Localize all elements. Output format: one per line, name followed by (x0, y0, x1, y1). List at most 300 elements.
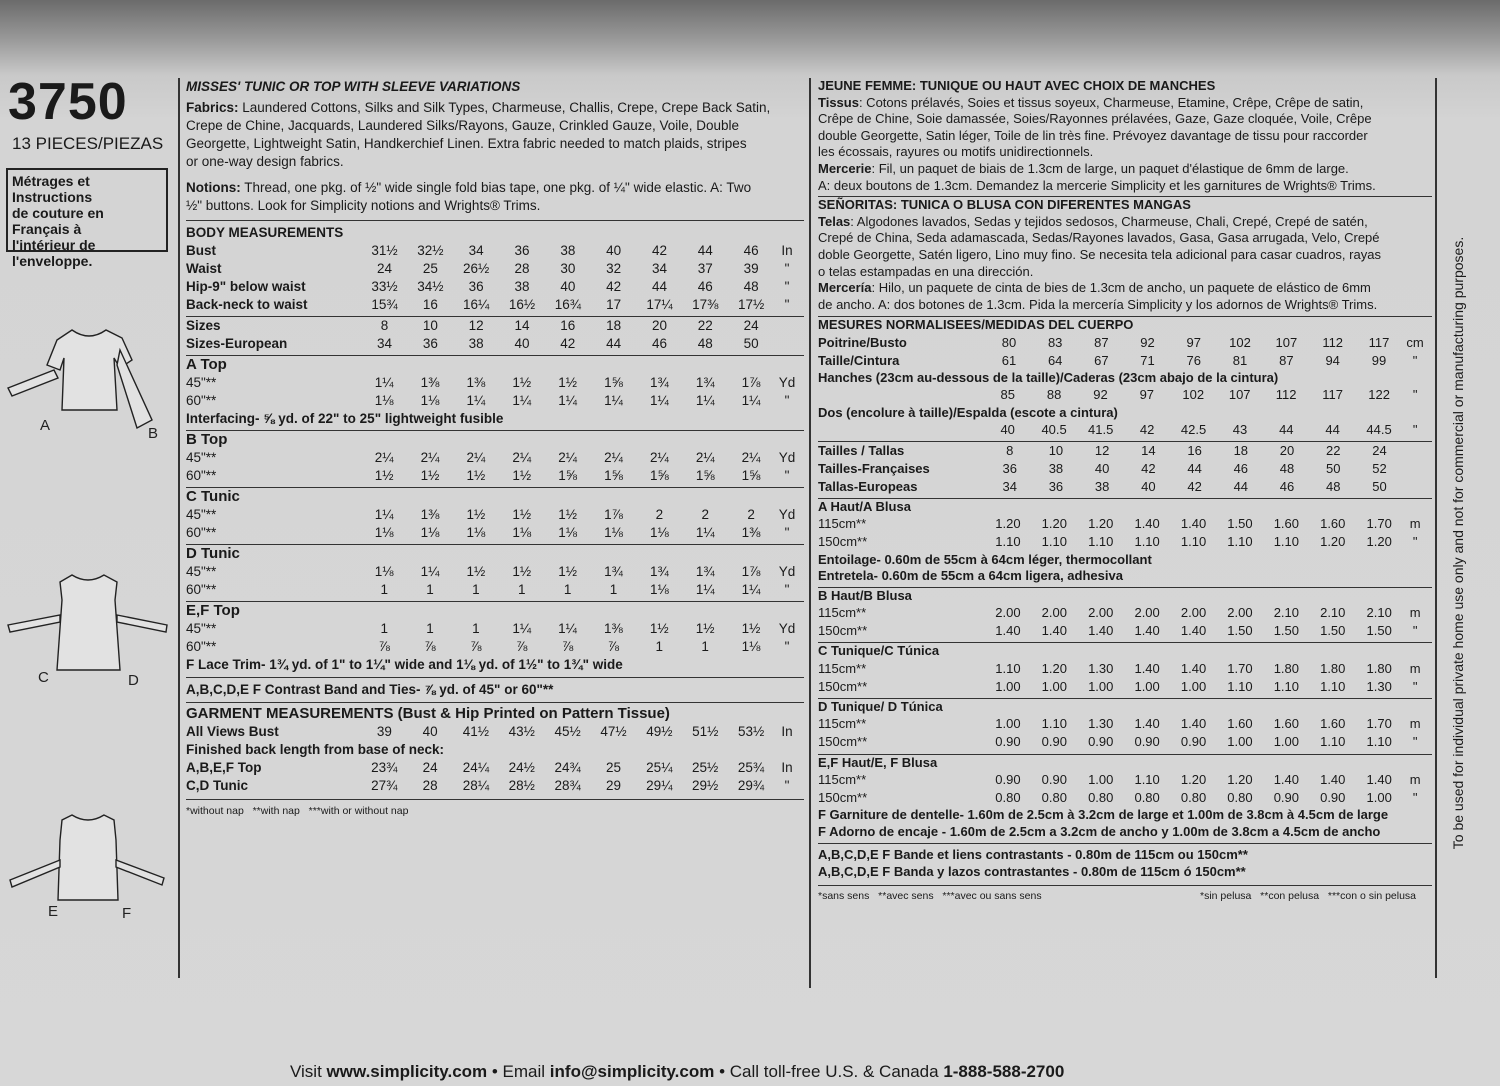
row-label: 60"** (186, 639, 217, 654)
value-cell: 25 (605, 760, 621, 775)
value-cell: 36 (422, 336, 438, 351)
tissus-line: Crêpe de Chine, Soie damassée, Soies/Rayonnes prélavées, Gaze, Gaze cloquée, Voile, Crêpe (818, 111, 1372, 127)
view-title: B Haut/B Blusa (818, 587, 912, 603)
value-cell: 1⅝ (604, 375, 623, 390)
value-cell: 1.10 (1180, 534, 1207, 550)
value-cell: 1.10 (1273, 534, 1299, 550)
value-cell: 17 (606, 297, 622, 312)
table-row (818, 771, 1428, 789)
value-cell: 29 (605, 778, 621, 793)
value-cell: 88 (1046, 387, 1062, 403)
value-cell: 1½ (512, 507, 532, 522)
value-cell: 1.40 (1134, 623, 1160, 639)
unit-cell: In (781, 760, 793, 775)
value-cell: 1.40 (1180, 516, 1207, 532)
value-cell: 2¼ (649, 450, 669, 465)
table-row (818, 678, 1428, 696)
value-cell: 1.50 (1320, 623, 1346, 639)
value-cell: 28 (514, 261, 530, 276)
value-cell: 1½ (466, 564, 486, 579)
table-row (186, 723, 800, 741)
row-label: 45"** (186, 507, 217, 522)
tie-a-drawing (8, 370, 58, 396)
unit-cell (1403, 478, 1428, 496)
value-cell: 1½ (649, 621, 669, 636)
yardage-note: F Lace Trim- 1¾ yd. of 1" to 1¼" wide and 1⅛ yd. of 1½" to 1¾" wide (186, 657, 623, 672)
value-cell: 0.80 (1180, 789, 1207, 805)
french-instructions-box (6, 168, 168, 269)
body-measurements-title: BODY MEASUREMENTS (186, 220, 804, 242)
unit-cell (774, 335, 800, 353)
mercerie-label: Mercerie (818, 160, 872, 176)
value-cell: 20 (651, 318, 667, 333)
metrage-note: F Adorno de encaje - 1.60m de 2.5cm a 3.2cm de ancho y 1.00m de 3.8cm a 4.5cm de ancho (818, 823, 1381, 839)
unit-cell: Yd (778, 507, 796, 522)
tailles-rows (818, 442, 1428, 496)
mercerie-line: A: deux boutons de 1.3cm. Demandez la mercerie Simplicity et les garnitures de Wrights® Trims. (818, 177, 1376, 193)
value-cell: 1⅛ (649, 525, 669, 540)
footer-email-label: • Email (487, 1062, 550, 1081)
value-cell: 1½ (374, 468, 394, 483)
value-cell: 1.40 (1134, 516, 1160, 532)
website-link[interactable]: www.simplicity.com (326, 1062, 488, 1081)
hanches-row (818, 387, 1428, 405)
value-cell: 80 (1001, 334, 1017, 350)
value-cell: 36 (1048, 478, 1064, 494)
table-row (186, 242, 800, 260)
telas-line: o telas estampadas en una dirección. (818, 263, 1034, 279)
unit-cell: " (1412, 734, 1418, 750)
value-cell: 18 (1233, 442, 1249, 458)
value-cell: 46 (1279, 478, 1295, 494)
value-cell: 42 (1139, 421, 1155, 437)
value-cell: 1.10 (1088, 534, 1114, 550)
footnote: **con pelusa (1260, 889, 1320, 902)
value-cell: 1⅜ (604, 621, 623, 636)
table-row (186, 524, 800, 542)
row-label: Taille/Cintura (818, 352, 900, 368)
footer-visit: Visit (290, 1062, 327, 1081)
table-row (186, 759, 800, 777)
value-cell: 38 (560, 243, 576, 258)
value-cell: 1½ (512, 468, 532, 483)
row-label: 115cm** (818, 605, 867, 621)
back-length-label: Finished back length from base of neck: (186, 742, 445, 757)
value-cell: 16¾ (554, 297, 581, 312)
value-cell: 1.70 (1366, 716, 1392, 732)
tissus-label: Tissus (818, 94, 859, 110)
telas-line: doble Georgette, Satén ligero, Lino muy fino. Se necesita tela adicional para casar cuadros, rayas (818, 246, 1381, 262)
value-cell: 1⅛ (604, 525, 623, 540)
view-title: C Tunique/C Túnica (818, 643, 940, 659)
value-cell: 53½ (737, 724, 765, 739)
value-cell: 1.40 (1273, 771, 1299, 787)
tunic-c-d-drawing (57, 575, 120, 670)
unit-cell: m (1409, 516, 1421, 532)
metrage-block (818, 498, 1432, 585)
value-cell: 0.80 (1041, 789, 1067, 805)
value-cell: 14 (514, 318, 530, 333)
value-cell: 97 (1186, 334, 1201, 350)
value-cell: 102 (1182, 387, 1205, 403)
value-cell: 24¾ (554, 760, 581, 775)
value-cell: 92 (1093, 387, 1108, 403)
footnote: *without nap (186, 805, 244, 817)
value-cell: 28¼ (462, 778, 490, 793)
row-label: Tailles / Tallas (818, 442, 905, 458)
value-cell: 1.40 (1180, 660, 1207, 676)
fabrics-line: Crepe de Chine, Jacquards, Laundered Silks/Rayons, Gauze, Crinkled Gauze, Voile, Double (186, 118, 740, 133)
fabrics-line: Georgette, Lightweight Satin, Handkerchief Linen. Extra fabric needed to match plaids, stripes (186, 136, 747, 151)
unit-cell (1403, 460, 1428, 478)
value-cell: 61 (1001, 352, 1017, 368)
value-cell: 2 (701, 507, 709, 522)
value-cell: 25 (422, 261, 438, 276)
value-cell: 39 (743, 261, 759, 276)
fabrics-label: Fabrics: (186, 100, 239, 115)
value-cell: 0.90 (995, 771, 1021, 787)
metric-rows (818, 334, 1428, 370)
value-cell: ⅞ (561, 639, 574, 654)
french-title: JEUNE FEMME: TUNIQUE OU HAUT AVEC CHOIX DE MANCHES (818, 78, 1216, 93)
footnote: *sans sens (818, 889, 870, 902)
value-cell: 1 (380, 582, 388, 597)
view-title: B Top (186, 431, 228, 448)
row-label: Sizes-European (186, 336, 288, 351)
value-cell: 1 (518, 582, 526, 597)
yardage-rows (186, 620, 800, 656)
unit-cell: " (784, 393, 790, 408)
value-cell: 1.70 (1366, 516, 1392, 532)
value-cell: 16 (560, 318, 576, 333)
value-cell: 1¼ (512, 621, 532, 636)
value-cell: 112 (1275, 387, 1297, 403)
value-cell: 87 (1279, 352, 1294, 368)
unit-cell (774, 317, 800, 335)
value-cell: 17¼ (646, 297, 673, 312)
value-cell: 1.50 (1273, 623, 1299, 639)
value-cell: 2.10 (1320, 605, 1346, 621)
value-cell: 1.10 (1227, 678, 1253, 694)
metric-sizes-table (818, 441, 1432, 496)
contrast-band-fr-es (818, 843, 1432, 880)
value-cell: 8 (380, 318, 389, 333)
value-cell: 10 (422, 318, 438, 333)
value-cell: 102 (1229, 334, 1251, 350)
value-cell: 99 (1371, 352, 1387, 368)
french-box-line: l'enveloppe. (12, 253, 93, 269)
value-cell: 1.20 (1088, 516, 1114, 532)
value-cell: 42 (1187, 478, 1202, 494)
mercerie-line: : Fil, un paquet de biais de 1.3cm de large, un paquet d'élastique de 6mm de large. (871, 160, 1349, 176)
value-cell: 1.80 (1273, 660, 1299, 676)
value-cell: 1 (472, 582, 480, 597)
metric-measurements-title: MESURES NORMALISEES/MEDIDAS DEL CUERPO (818, 316, 1432, 334)
value-cell: 42 (1141, 460, 1156, 476)
metrage-block (818, 754, 1432, 841)
value-cell: 1.10 (1041, 534, 1067, 550)
value-cell: 1.60 (1320, 716, 1346, 732)
value-cell: 92 (1140, 334, 1155, 350)
value-cell: 1¼ (558, 393, 578, 408)
value-cell: 16¼ (463, 297, 490, 312)
value-cell: 67 (1094, 352, 1109, 368)
mercerie-paragraph (818, 161, 1432, 194)
right-column-rule (1435, 78, 1437, 978)
value-cell: 2¼ (741, 450, 761, 465)
unit-cell: Yd (778, 564, 796, 579)
table-row (186, 374, 800, 392)
french-spanish-column (818, 78, 1432, 902)
notions-line: ½" buttons. Look for Simplicity notions and Wrights® Trims. (186, 198, 541, 213)
yardage-rows (186, 506, 800, 542)
value-cell: 1¾ (604, 564, 623, 579)
english-column (186, 78, 804, 820)
value-cell: 64 (1047, 352, 1063, 368)
value-cell: 22 (1326, 442, 1341, 458)
value-cell: 1 (563, 582, 572, 597)
value-cell: 28 (422, 778, 438, 793)
unit-cell: " (784, 261, 790, 276)
table-row (818, 421, 1428, 439)
value-cell: 122 (1368, 387, 1390, 403)
value-cell: 2¼ (374, 450, 394, 465)
value-cell: 1.60 (1227, 716, 1253, 732)
value-cell: 1½ (558, 375, 578, 390)
value-cell: 42 (560, 336, 576, 351)
yardage-block (186, 487, 804, 542)
value-cell: 1¼ (374, 507, 394, 522)
row-label: Hip-9" below waist (186, 279, 306, 294)
value-cell: 107 (1228, 387, 1251, 403)
yardage-section (186, 355, 804, 674)
value-cell: 44 (1325, 421, 1340, 437)
top-e-f-drawing (58, 815, 118, 900)
row-label: 115cm** (818, 771, 867, 787)
value-cell: 1.80 (1320, 660, 1346, 676)
value-cell: 0.90 (1320, 789, 1346, 805)
value-cell: 17½ (738, 297, 765, 312)
table-row (186, 260, 800, 278)
row-label: Bust (186, 243, 216, 258)
body-measurements-rows (186, 242, 800, 314)
value-cell: 1 (426, 582, 434, 597)
value-cell: 1.00 (1366, 789, 1392, 805)
value-cell: 44 (1187, 460, 1202, 476)
value-cell: 1.60 (1273, 716, 1299, 732)
unit-cell: Yd (778, 375, 796, 390)
value-cell: 2¼ (604, 450, 623, 465)
value-cell: 39 (376, 724, 392, 739)
value-cell: 1.10 (1366, 734, 1392, 750)
value-cell: 24 (422, 760, 438, 775)
value-cell: 1.20 (1227, 771, 1253, 787)
value-cell: 1⅛ (374, 393, 394, 408)
unit-cell: m (1409, 716, 1421, 732)
value-cell: 1.40 (1366, 771, 1392, 787)
yardage-note: Interfacing- ⅝ yd. of 22" to 25" lightweight fusible (186, 411, 504, 426)
table-row (186, 563, 800, 581)
value-cell: 71 (1140, 352, 1155, 368)
value-cell: 32 (606, 261, 622, 276)
value-cell: 42 (651, 243, 667, 258)
table-row (186, 449, 800, 467)
row-label: 45"** (186, 621, 217, 636)
table-row (186, 317, 800, 335)
row-label: 150cm** (818, 678, 868, 694)
value-cell: 17⅜ (692, 297, 719, 312)
value-cell: 81 (1232, 352, 1248, 368)
value-cell: 1⅜ (420, 507, 440, 522)
dos-row (818, 421, 1428, 439)
tissus-line: double Georgette, Satin léger, Toile de lin très fine. Prévoyez davantage de tissu pour raccorder (818, 127, 1368, 143)
telas-label: Telas (818, 213, 851, 229)
value-cell: 1⅛ (466, 525, 486, 540)
value-cell: 1.10 (1134, 534, 1160, 550)
value-cell: 0.80 (1134, 789, 1160, 805)
value-cell: 1½ (695, 621, 715, 636)
table-row (818, 660, 1428, 678)
value-cell: 1⅝ (741, 468, 761, 483)
table-row (186, 777, 800, 795)
value-cell: 1½ (420, 468, 440, 483)
phone-number[interactable]: 1-888-588-2700 (943, 1062, 1065, 1081)
unit-cell: " (784, 778, 790, 793)
row-label: Sizes (186, 318, 221, 333)
value-cell: 1.00 (1041, 678, 1067, 694)
unit-cell: m (1409, 660, 1421, 676)
unit-cell: Yd (778, 450, 796, 465)
value-cell: 1.50 (1227, 516, 1253, 532)
value-cell: 12 (1094, 442, 1110, 458)
value-cell: 44 (1279, 421, 1294, 437)
value-cell: 1.40 (1041, 623, 1067, 639)
value-cell: 22 (697, 318, 713, 333)
value-cell: ⅞ (516, 639, 528, 654)
value-cell: 51½ (692, 724, 719, 739)
value-cell: 27¾ (371, 778, 398, 793)
footnotes-es (1200, 888, 1416, 905)
french-box-line: Métrages et Instructions (12, 173, 93, 205)
value-cell: 1.00 (1134, 678, 1160, 694)
value-cell: 40 (1000, 421, 1015, 437)
yardage-block (186, 355, 804, 428)
footnote: **avec sens (878, 889, 934, 902)
usage-restriction-text (1448, 170, 1468, 920)
value-cell: 50 (743, 336, 759, 351)
value-cell: 1⅜ (420, 375, 440, 390)
row-label: C,D Tunic (186, 778, 248, 793)
value-cell: 1¼ (741, 582, 761, 597)
metrage-rows (818, 660, 1428, 696)
value-cell: 76 (1186, 352, 1201, 368)
pieces-count: 13 PIECES/PIEZAS (12, 134, 164, 153)
value-cell: 2.10 (1366, 605, 1392, 621)
view-title: E,F Top (186, 602, 240, 619)
value-cell: 1¾ (695, 375, 715, 390)
footnote: *sin pelusa (1200, 889, 1252, 902)
email-link[interactable]: info@simplicity.com (549, 1062, 715, 1081)
value-cell: 34 (1002, 478, 1017, 494)
tissus-line: : Cotons prélavés, Soies et tissus soyeux, Charmeuse, Etamine, Crêpe, Crêpe de satin, (858, 94, 1364, 110)
garment-measurements-table (186, 723, 804, 795)
unit-cell: " (784, 639, 790, 654)
value-cell: 34 (376, 336, 393, 351)
tissus-paragraph (818, 95, 1432, 161)
value-cell: 83 (1047, 334, 1063, 350)
value-cell: 2¼ (558, 450, 578, 465)
metrage-rows (818, 516, 1428, 552)
value-cell: 43½ (508, 724, 535, 739)
value-cell: 112 (1322, 334, 1344, 350)
value-cell: 2.00 (1134, 605, 1160, 621)
row-label (818, 387, 985, 405)
value-cell: 24 (743, 318, 759, 333)
metrage-rows (818, 604, 1428, 640)
contact-footer (290, 1062, 1064, 1082)
value-cell: 25½ (692, 760, 719, 775)
telas-line: : Algodones lavados, Sedas y tejidos sedosos, Charmeuse, Chali, Crepé, Crepé de satén, (850, 213, 1368, 229)
table-row (818, 460, 1428, 478)
table-row (186, 638, 800, 656)
unit-cell: " (784, 297, 790, 312)
value-cell: 34 (468, 243, 484, 258)
notions-line: Thread, one pkg. of ½" wide single fold bias tape, one pkg. of ¼" wide elastic. A: Two (240, 180, 752, 195)
metrage-rows (818, 771, 1428, 807)
value-cell: 1⅛ (374, 564, 394, 579)
fabrics-line: or one-way design fabrics. (186, 154, 344, 169)
value-cell: 24 (376, 261, 392, 276)
value-cell: 1⅞ (741, 375, 761, 390)
value-cell: 41.5 (1088, 421, 1114, 437)
value-cell: 1 (380, 621, 388, 636)
view-title: D Tunic (186, 545, 240, 562)
value-cell: 43 (1232, 421, 1248, 437)
value-cell: 1⅜ (741, 525, 761, 540)
table-row (818, 622, 1428, 640)
value-cell: 1.20 (1366, 534, 1392, 550)
size-rows (186, 317, 800, 353)
value-cell: 25¾ (737, 760, 765, 775)
value-cell: 36 (514, 243, 530, 258)
value-cell: 1.40 (995, 623, 1021, 639)
value-cell: 8 (1006, 442, 1014, 458)
value-cell: 1.00 (1088, 771, 1114, 787)
unit-cell: " (784, 525, 790, 540)
value-cell: 1.40 (1088, 623, 1114, 639)
value-cell: 2.00 (1041, 605, 1067, 621)
unit-cell: " (1412, 352, 1418, 368)
value-cell: 12 (468, 318, 484, 333)
value-cell: ⅞ (607, 639, 620, 654)
value-cell: 1.20 (1041, 516, 1067, 532)
merceria-label: Mercería (818, 280, 872, 296)
row-label: 45"** (186, 450, 217, 465)
value-cell: 1.30 (1088, 716, 1114, 732)
bande-line: A,B,C,D,E F Bande et liens contrastants - 0.80m de 115cm ou 150cm** (818, 847, 1248, 863)
value-cell: 0.80 (1227, 789, 1253, 805)
metrage-note: F Garniture de dentelle- 1.60m de 2.5cm à 3.2cm de large et 1.00m de 3.8cm à 4.5cm de large (818, 807, 1389, 823)
garment-measurements-title: GARMENT MEASUREMENTS (Bust & Hip Printed on Pattern Tissue) (186, 702, 804, 723)
footer-call: • Call toll-free U.S. & Canada (714, 1062, 944, 1081)
value-cell: 1.10 (1273, 678, 1299, 694)
metrage-block (818, 698, 1432, 752)
value-cell: 44 (606, 336, 622, 351)
value-cell: 40 (1094, 460, 1110, 476)
value-cell: 29¼ (646, 778, 673, 793)
value-cell: 0.90 (1041, 734, 1067, 750)
table-row (186, 581, 800, 599)
